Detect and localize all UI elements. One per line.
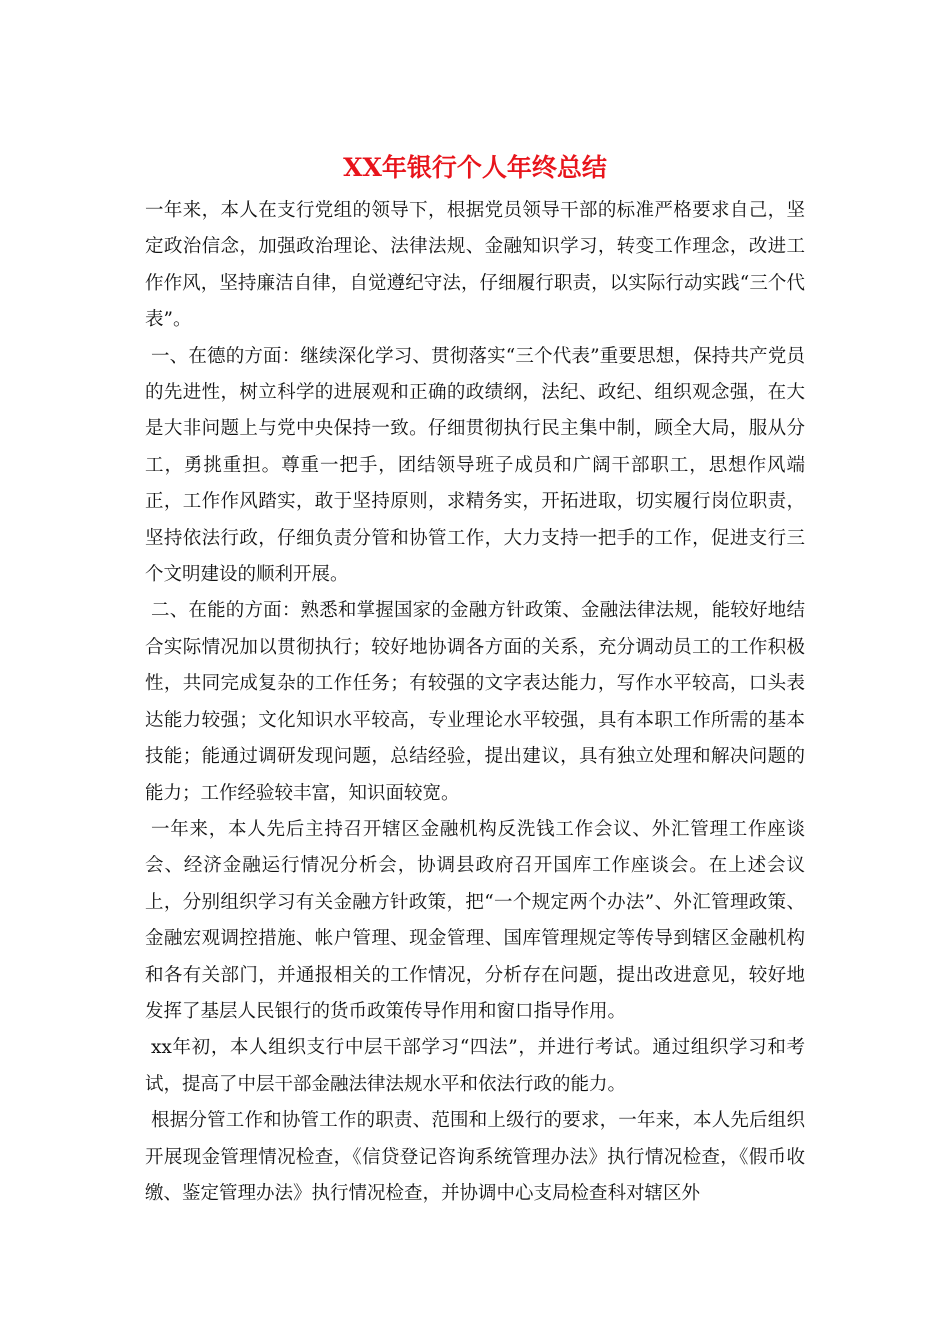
paragraph-inspections: 根据分管工作和协管工作的职责、范围和上级行的要求，一年来，本人先后组织开展现金管理情况检查，《信贷登记咨询系统管理办法》执行情况检查，《假币收缴、鉴定管理办法》执行情况检查，并协调中心支局检查科对辖区外	[145, 1110, 805, 1204]
paragraph-intro: 一年来，本人在支行党组的领导下，根据党员领导干部的标准严格要求自己，坚定政治信念，加强政治理论、法律法规、金融知识学习，转变工作理念，改进工作作风，坚持廉洁自律，自觉遵纪守法，仔细履行职责，以实际行动实践“三个代表”。	[145, 200, 805, 331]
document-title: XX年银行个人年终总结	[343, 153, 607, 182]
paragraph-ability: 二、在能的方面：熟悉和掌握国家的金融方针政策、金融法律法规，能较好地结合实际情况加以贯彻执行；较好地协调各方面的关系，充分调动员工的工作积极性，共同完成复杂的工作任务；有较强的文字表达能力，写作水平较高，口头表达能力较强；文化知识水平较高，专业理论水平较强，具有本职工作所需的基本技能；能通过调研发现问题，总结经验，提出建议，具有独立处理和解决问题的能力；工作经验较丰富，知识面较宽。	[145, 600, 805, 804]
paragraph-morality: 一、在德的方面：继续深化学习、贯彻落实“三个代表”重要思想，保持共产党员的先进性，树立科学的进展观和正确的政绩纲，法纪、政纪、组织观念强，在大是大非问题上与党中央保持一致。仔细贯彻执行民主集中制，顾全大局，服从分工，勇挑重担。尊重一把手，团结领导班子成员和广阔干部职工，思想作风端正，工作作风踏实，敢于坚持原则，求精务实，开拓进取，切实履行岗位职责，坚持依法行政，仔细负责分管和协管工作，大力支持一把手的工作，促进支行三个文明建设的顺利开展。	[145, 345, 805, 586]
document-body	[145, 193, 805, 1212]
paragraph-training: xx年初，本人组织支行中层干部学习“四法”，并进行考试。通过组织学习和考试，提高了中层干部金融法律法规水平和依法行政的能力。	[145, 1037, 805, 1095]
paragraph-meetings: 一年来，本人先后主持召开辖区金融机构反洗钱工作会议、外汇管理工作座谈会、经济金融运行情况分析会，协调县政府召开国库工作座谈会。在上述会议上，分别组织学习有关金融方针政策，把“一个规定两个办法”、外汇管理政策、金融宏观调控措施、帐户管理、现金管理、国库管理规定等传导到辖区金融机构和各有关部门，并通报相关的工作情况，分析存在问题，提出改进意见，较好地发挥了基层人民银行的货币政策传导作用和窗口指导作用。	[145, 818, 805, 1022]
